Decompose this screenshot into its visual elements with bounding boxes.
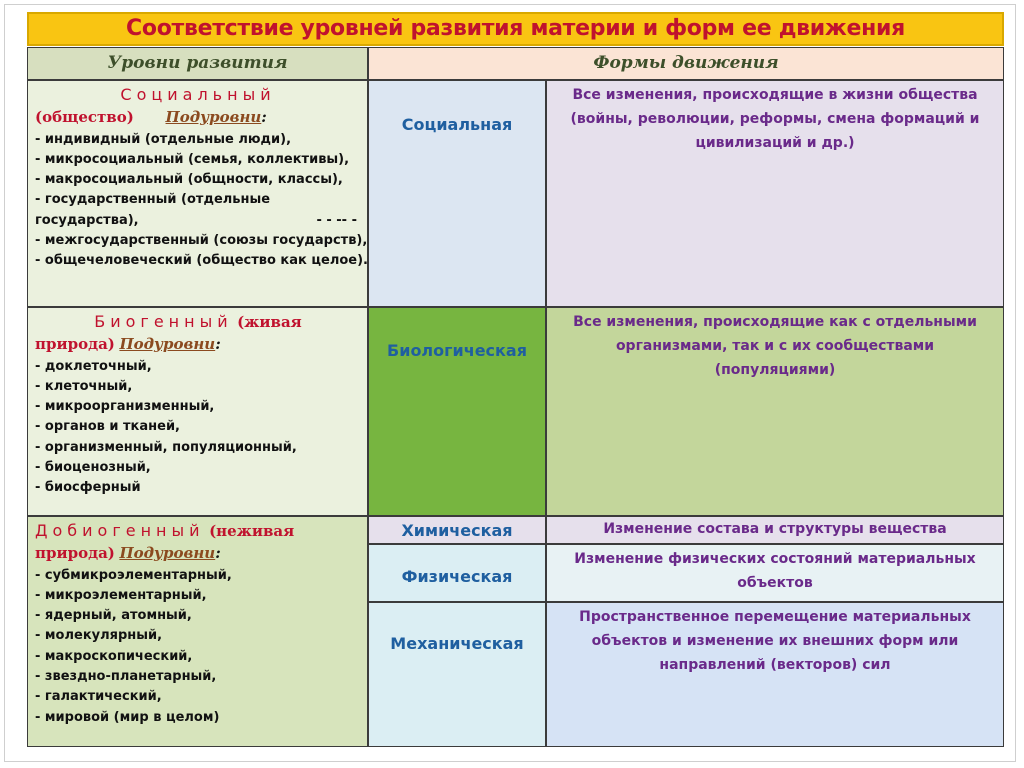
form-social [368,80,546,307]
list-item: - доклеточный, [35,358,152,374]
level-bio-subtitle: (живая [237,313,302,331]
list-item: - государственный (отдельные [35,192,271,208]
form-chemical-label: Химическая [401,521,513,540]
list-item: - мировой (мир в целом) [35,709,220,725]
level-social-title [35,85,361,107]
sublevels-label: Подуровни [119,544,216,563]
list-item: - биосферный [35,480,141,496]
level-social-subtitle: (общество) [35,108,134,127]
sublevels-label: Подуровни [165,108,262,127]
list-item: - индивидный (отдельные люди), [35,131,292,147]
list-item: - макросоциальный (общности, классы), [35,172,343,188]
level-abio-subtitle: (неживая [209,522,295,540]
header-forms: Формы движения [368,47,1004,80]
list-item-text: государства), [35,212,139,228]
level-bio-name: Биогенный [94,312,233,331]
list-item: - органов и тканей, [35,419,180,435]
level-abio-subtitle2: природа) [35,544,115,563]
level-social-name: Социальный [120,85,276,104]
form-physical-label: Физическая [401,567,513,586]
list-item: - ядерный, атомный, [35,608,192,624]
level-bio-subline: природа) Подуровни: [35,335,221,354]
level-bio-subtitle2: природа) [35,335,115,354]
list-item: - субмикроэлементарный, [35,567,232,583]
slide-title: Соответствие уровней развития материи и форм ее движения [27,12,1004,46]
form-mechanical [368,602,546,747]
list-item: - молекулярный, [35,628,163,644]
header-levels: Уровни развития [27,47,368,80]
level-bio-title [35,312,361,334]
level-abio-subline: природа) Подуровни: [35,544,221,563]
list-item: - микросоциальный (семья, коллективы), [35,151,350,167]
form-mechanical-label: Механическая [390,634,524,653]
form-bio [368,307,546,516]
level-abio-title [35,521,361,543]
desc-mechanical: Пространственное перемещение материальных объектов и изменение их внешних форм или направлений (векторов) сил [546,602,1004,747]
list-item: - галактический, [35,689,162,705]
form-bio-label: Биологическая [387,341,527,360]
form-physical [368,544,546,602]
list-item: - микроэлементарный, [35,587,207,603]
list-item: - межгосударственный (союзы государств), [35,233,368,249]
list-item: - микроорганизменный, [35,399,215,415]
level-abio-name: Добиогенный [35,521,205,540]
level-social-subline: (общество) Подуровни: [35,108,267,127]
desc-chemical: Изменение состава и структуры вещества [546,516,1004,544]
desc-social: Все изменения, происходящие в жизни общества (войны, революции, реформы, смена формаций и цивилизаций и др.) [546,80,1004,307]
list-item: - макроскопический, [35,648,193,664]
list-item: - организменный, популяционный, [35,439,297,455]
list-item: - звездно-планетарный, [35,669,217,685]
form-social-label: Социальная [401,115,513,134]
list-item: - клеточный, [35,378,133,394]
list-item: - общечеловеческий (общество как целое). [35,253,368,269]
sublevels-label: Подуровни [119,335,216,354]
list-item: - биоценозный, [35,460,151,476]
dashes: - - -- - [316,212,357,228]
desc-physical: Изменение физических состояний материальных объектов [546,544,1004,602]
desc-bio: Все изменения, происходящие как с отдельными организмами, так и с их сообществами (популяциями) [546,307,1004,516]
form-chemical [368,516,546,544]
level-abio-cell [27,516,368,747]
level-social-cell [27,80,368,307]
level-bio-cell [27,307,368,516]
list-item [35,211,361,231]
